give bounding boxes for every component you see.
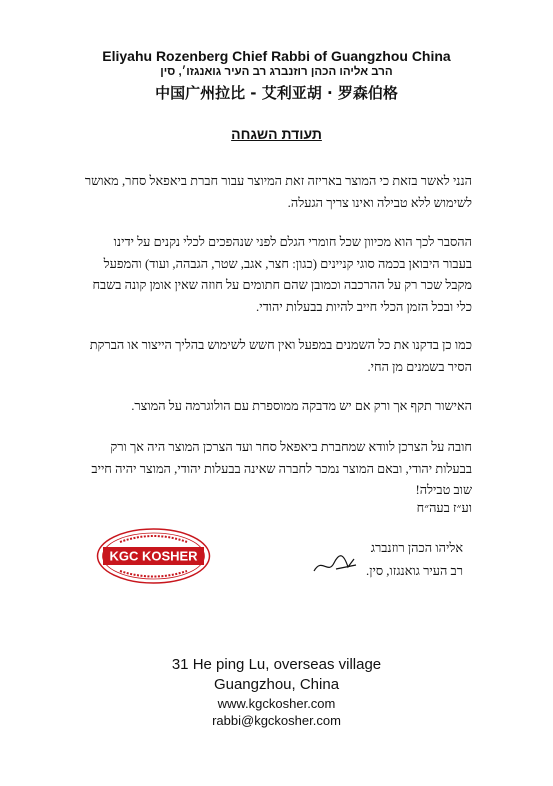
footer-email-link[interactable]: rabbi@kgckosher.com xyxy=(212,713,341,728)
header-title-chinese: 中国广州拉比 - 艾利亚胡 · 罗森伯格 xyxy=(155,84,398,102)
footer-address-line1: 31 He ping Lu, overseas village xyxy=(171,656,382,673)
paragraph-approval: הנני לאשר בזאת כי המוצר באריזה זאת המיוצר עבור חברת ביאפאל סחר, מאושר לשימוש ללא טבילה ואינו צריך הגעלה. xyxy=(84,174,472,210)
paragraph-validity: האישור תקף אך ורק אם יש מדבקה ממוספרת עם הולוגרמה על המוצר. xyxy=(131,399,472,413)
paragraph-oils: כמו כן בדקנו את כל השמנים במפעל ואין חשש לשימוש בהליך הייצור או הברקת הסיר בשמנים מן החי. xyxy=(89,338,472,374)
handwritten-signature xyxy=(310,553,360,579)
stamp-label: KGC KOSHER xyxy=(109,548,198,564)
document-title: תעודת השגחה xyxy=(231,126,322,142)
signature-name: אליהו הכהן רוזנברג xyxy=(370,541,463,555)
paragraph-consumer-duty: חובה על הצרכן לוודא שמחברת ביאפאל סחר ועד הצרכן המוצר היה אך ורק בבעלות יהודי, ובאם המוצר נמכר לחברה שאינה בבעלות יהודי, המוצר יהיה חייב שוב טבילה! xyxy=(91,440,472,497)
header-title-hebrew: הרב אליהו הכהן רוזנברג רב העיר גואנגזו׳, סין xyxy=(160,66,393,78)
footer-address-line2: Guangzhou, China xyxy=(213,676,340,693)
closing-line: וע״ז בעה״ח xyxy=(416,501,472,515)
paragraph-explanation: ההסבר לכך הוא מכיוון שכל חומרי הגלם לפני שנהפכים לכלי נקנים על ידינו בעבור היבואן בכמה סוגי קניינים (כגון: חצר, אגב, שטר, הגבהה, ועוד) והמפעל מקבל שכר רק על ההרכבה וכמובן שהם חתומים על חוזה שאין אומן קונה בשבח כלי ובכל הזמן הכלי חייב להיות בבעלות יהודי. xyxy=(92,235,472,314)
footer-website-link[interactable]: www.kgckosher.com xyxy=(217,696,336,711)
signature-title: רב העיר גואנגזו, סין. xyxy=(366,564,463,578)
header-title-english: Eliyahu Rozenberg Chief Rabbi of Guangzhou China xyxy=(102,48,451,64)
kosher-stamp xyxy=(96,528,211,584)
